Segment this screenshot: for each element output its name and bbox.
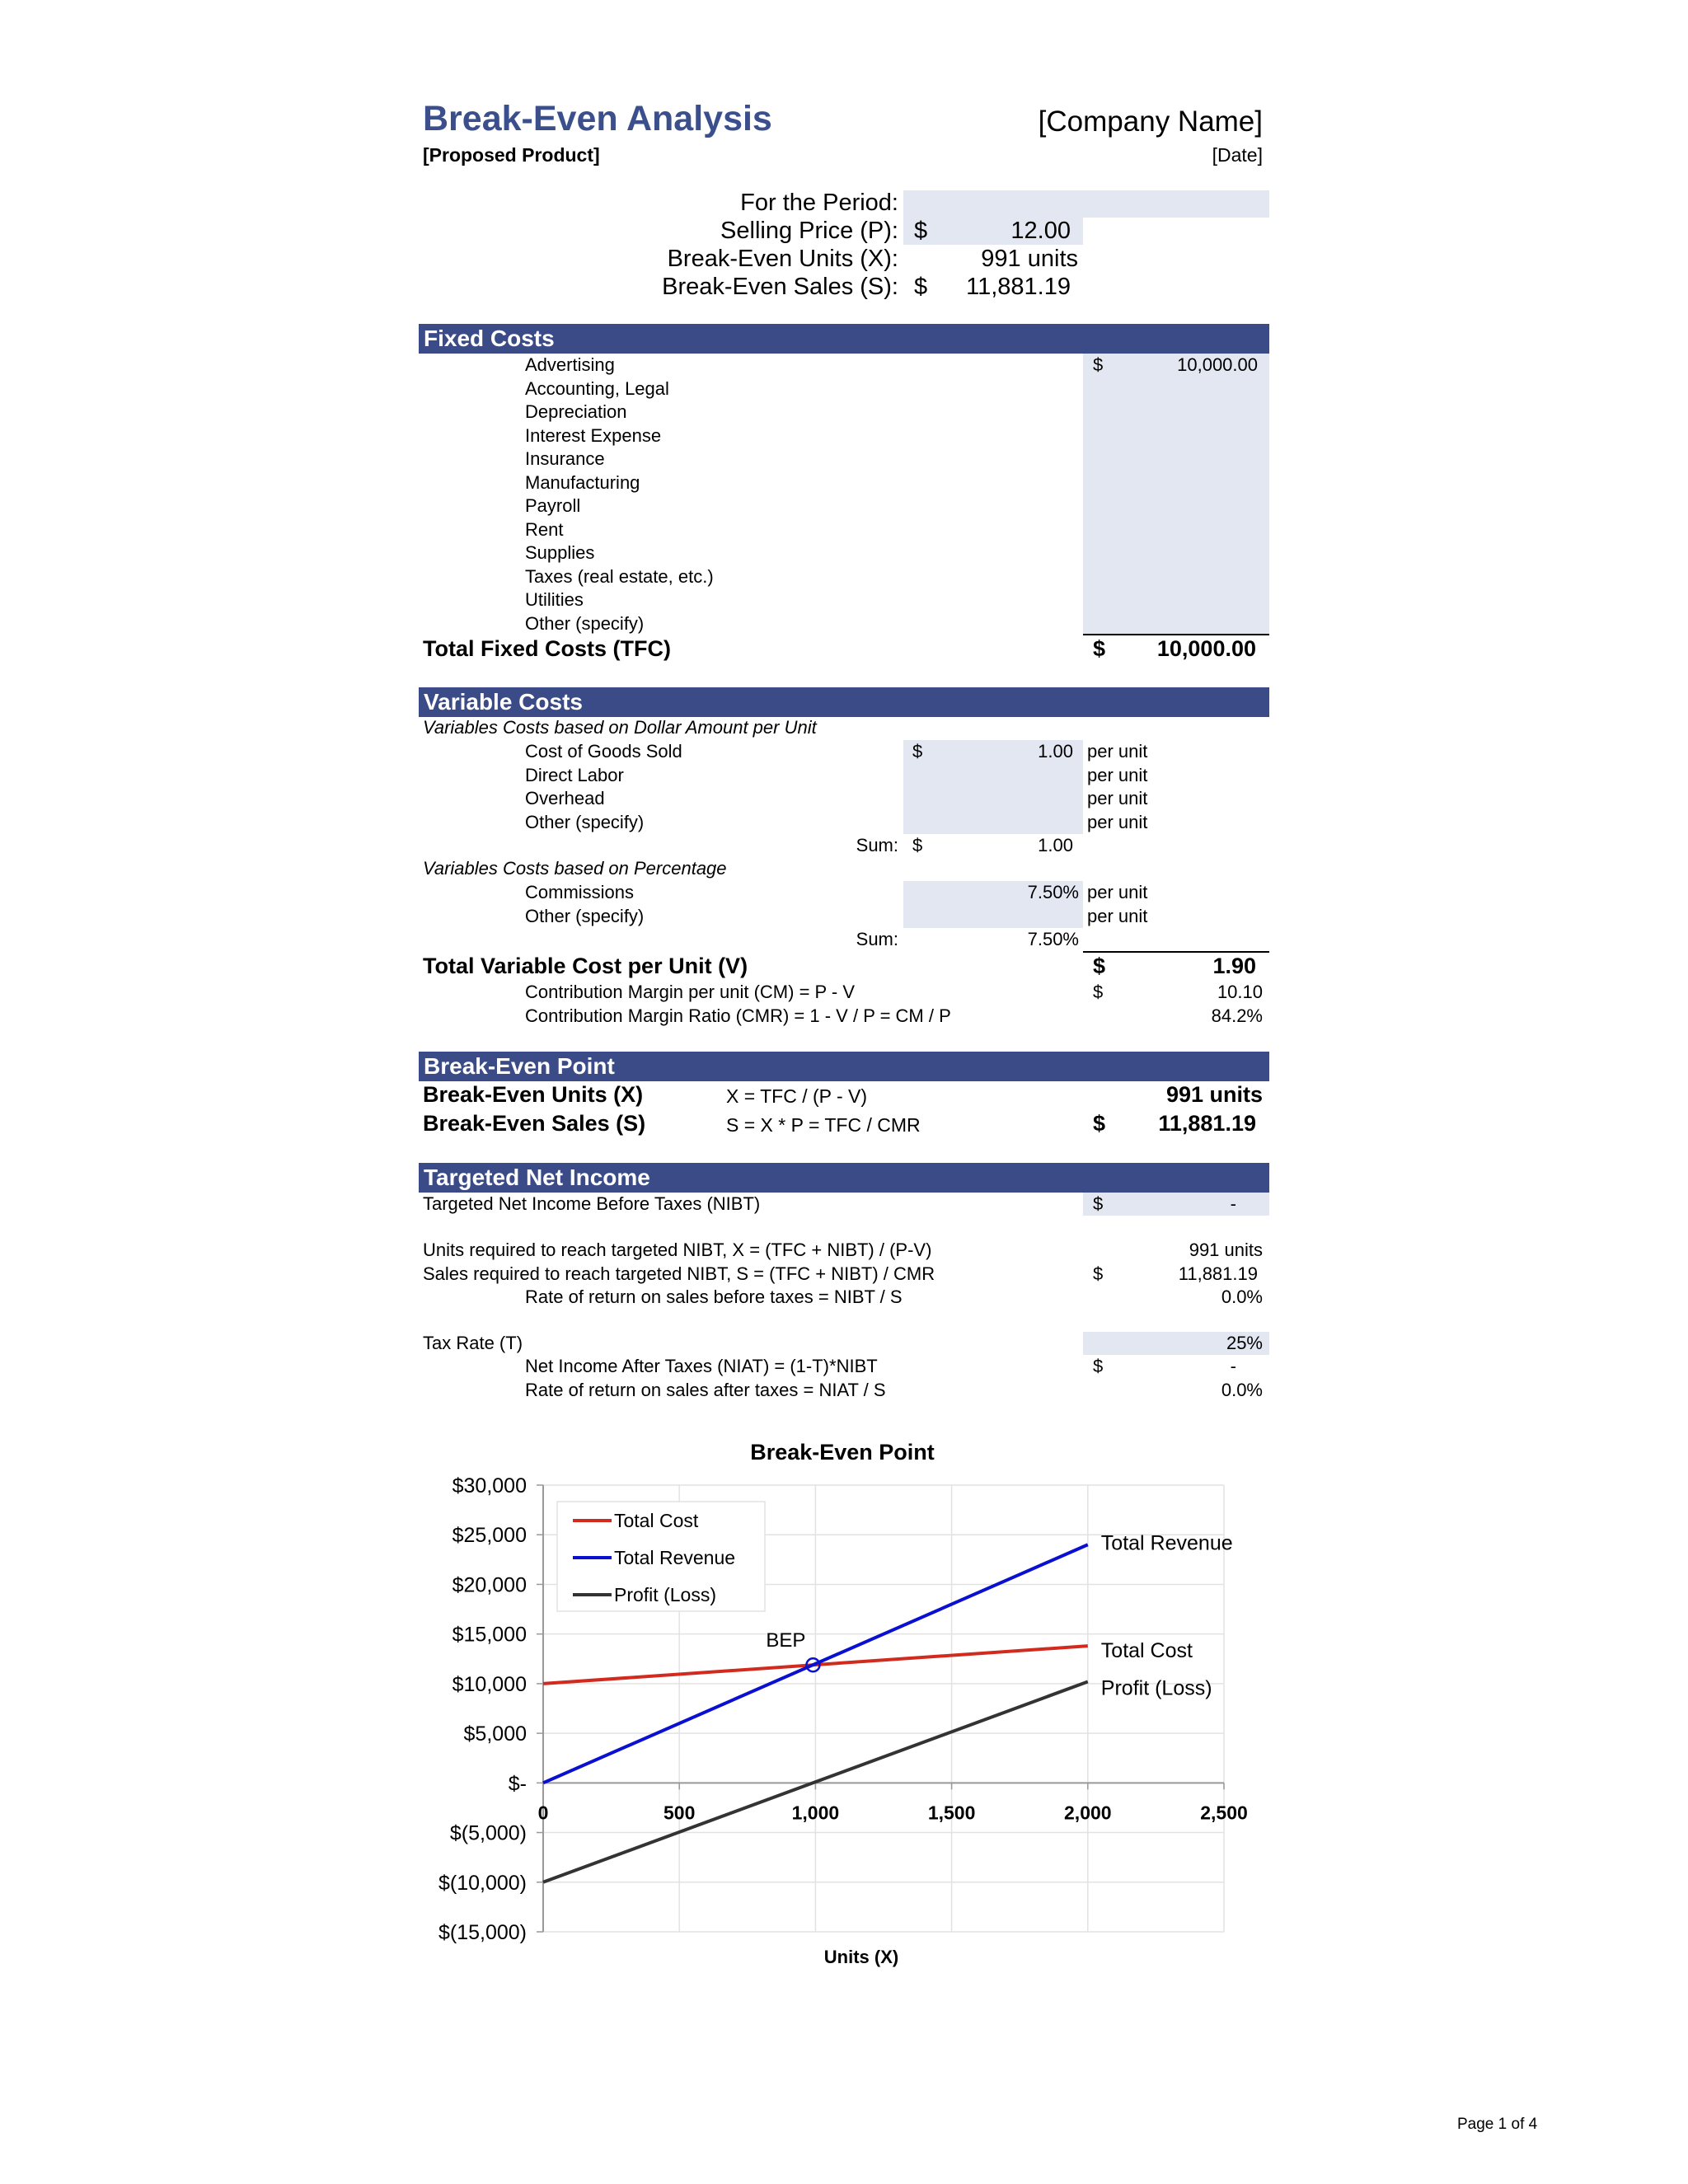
y-tick-label: $5,000	[463, 1722, 527, 1746]
bep-header: Break-Even Point	[419, 1052, 1269, 1081]
tax-rate-value: 25%	[1226, 1333, 1263, 1353]
y-tick-label: $15,000	[452, 1623, 527, 1647]
fixed-item: Rent	[525, 518, 564, 540]
fixed-item: Utilities	[525, 589, 584, 610]
fixed-item: Other (specify)	[525, 612, 645, 634]
legend-label: Profit (Loss)	[614, 1584, 716, 1605]
per-unit-label: per unit	[1087, 905, 1148, 926]
y-tick-label: $(5,000)	[449, 1821, 527, 1845]
y-tick-label: $20,000	[452, 1573, 527, 1597]
series-end-label: Total Revenue	[1100, 1531, 1233, 1555]
total-variable-value: 1.90	[1212, 954, 1256, 978]
cm-label: Contribution Margin per unit (CM) = P - V	[525, 982, 856, 1002]
page-number: Page 1 of 4	[1457, 2116, 1538, 2133]
bep-sales-value: 11,881.19	[1158, 1111, 1256, 1136]
variable-item: Other (specify)	[525, 905, 645, 926]
series-end-label: Profit (Loss)	[1100, 1676, 1212, 1700]
x-tick-label: 2,500	[1200, 1802, 1248, 1824]
be-units-value: 991 units	[981, 246, 1078, 272]
period-label: For the Period:	[740, 190, 898, 216]
be-units-label: Break-Even Units (X):	[667, 246, 898, 272]
company-name: [Company Name]	[1038, 105, 1263, 138]
be-sales-label: Break-Even Sales (S):	[662, 274, 898, 300]
nibt-currency: $	[1093, 1193, 1104, 1214]
total-fixed-value: 10,000.00	[1156, 636, 1256, 661]
bep-units-label: Break-Even Units (X)	[423, 1082, 644, 1107]
dollar-costs-caption: Variables Costs based on Dollar Amount per Unit	[423, 717, 817, 738]
bep-sales-label: Break-Even Sales (S)	[423, 1111, 646, 1136]
bep-label: BEP	[766, 1629, 806, 1652]
fixed-item: Accounting, Legal	[525, 377, 669, 399]
target-units-label: Units required to reach targeted NIBT, X = (TFC + NIBT) / (P-V)	[423, 1240, 932, 1260]
series-end-label: Total Cost	[1100, 1639, 1193, 1663]
per-unit-label: per unit	[1087, 882, 1148, 902]
total-fixed-currency: $	[1093, 636, 1106, 661]
legend-label: Total Revenue	[614, 1547, 736, 1568]
bep-units-formula: X = TFC / (P - V)	[726, 1085, 868, 1107]
y-tick-label: $30,000	[452, 1474, 527, 1497]
sum1-currency: $	[912, 835, 923, 855]
target-sales-value: 11,881.19	[1178, 1263, 1258, 1284]
niat-currency: $	[1093, 1356, 1104, 1376]
variable-item: Other (specify)	[525, 811, 645, 832]
total-fixed-label: Total Fixed Costs (TFC)	[423, 636, 671, 661]
fixed-item: Supplies	[525, 542, 595, 563]
variable-item: Direct Labor	[525, 764, 624, 785]
per-unit-label: per unit	[1087, 811, 1148, 832]
fixed-item: Depreciation	[525, 401, 627, 422]
bep-units-value: 991 units	[1165, 1082, 1263, 1107]
bep-sales-currency: $	[1093, 1111, 1106, 1136]
chart-labels	[438, 1474, 1248, 1944]
fixed-item: Interest Expense	[525, 424, 662, 446]
fixed-item: Insurance	[525, 448, 605, 469]
tax-rate-label: Tax Rate (T)	[423, 1333, 523, 1353]
fixed-item: Advertising	[525, 354, 615, 375]
x-tick-label: 2,000	[1064, 1802, 1112, 1824]
nibt-label: Targeted Net Income Before Taxes (NIBT)	[423, 1193, 761, 1214]
nibt-value: -	[1230, 1193, 1236, 1214]
x-tick-label: 0	[537, 1802, 549, 1824]
y-tick-label: $(15,000)	[438, 1921, 527, 1944]
variable-costs-header: Variable Costs	[419, 687, 1269, 717]
pct-costs-caption: Variables Costs based on Percentage	[423, 858, 727, 879]
y-tick-label: $10,000	[452, 1672, 527, 1696]
per-unit-label: per unit	[1087, 741, 1148, 762]
y-tick-label: $25,000	[452, 1524, 527, 1548]
x-tick-label: 1,000	[791, 1802, 840, 1824]
target-sales-label: Sales required to reach targeted NIBT, S = (TFC + NIBT) / CMR	[423, 1263, 935, 1284]
fixed-item: Manufacturing	[525, 471, 640, 493]
variable-item: Commissions	[525, 882, 635, 902]
per-unit-label: per unit	[1087, 788, 1148, 808]
bep-sales-formula: S = X * P = TFC / CMR	[726, 1114, 921, 1136]
commission-value: 7.50%	[1027, 882, 1079, 902]
target-sales-currency: $	[1093, 1263, 1104, 1284]
page-title: Break-Even Analysis	[423, 99, 772, 138]
cogs-value: 1.00	[1038, 741, 1073, 762]
target-units-value: 991 units	[1189, 1240, 1263, 1260]
selling-price-label: Selling Price (P):	[720, 218, 898, 244]
ror-after-label: Rate of return on sales after taxes = NIAT / S	[525, 1380, 886, 1400]
product-name: [Proposed Product]	[423, 144, 600, 166]
selling-price-currency: $	[914, 218, 928, 244]
target-income-header: Targeted Net Income	[419, 1163, 1269, 1193]
fixed-item: Payroll	[525, 495, 581, 516]
selling-price-value: 12.00	[1010, 218, 1071, 244]
advertising-value: 10,000.00	[1177, 354, 1258, 375]
cm-value: 10.10	[1217, 982, 1263, 1002]
cmr-value: 84.2%	[1211, 1005, 1263, 1026]
cm-currency: $	[1093, 982, 1104, 1002]
fixed-item: Taxes (real estate, etc.)	[525, 565, 714, 587]
legend-label: Total Cost	[614, 1510, 699, 1531]
be-sales-value: 11,881.19	[966, 274, 1071, 300]
chart-legend	[557, 1502, 765, 1611]
total-variable-currency: $	[1093, 954, 1106, 978]
date-field: [Date]	[1212, 144, 1263, 166]
niat-value: -	[1230, 1356, 1236, 1376]
sum1-label: Sum:	[856, 835, 898, 855]
x-axis-label: Units (X)	[823, 1947, 899, 1967]
sum1-value: 1.00	[1038, 835, 1073, 855]
ror-before-label: Rate of return on sales before taxes = NIBT / S	[525, 1286, 903, 1307]
x-tick-label: 500	[663, 1802, 696, 1824]
y-tick-label: $-	[508, 1772, 527, 1796]
ror-before-value: 0.0%	[1221, 1286, 1263, 1307]
ror-after-value: 0.0%	[1221, 1380, 1263, 1400]
cmr-label: Contribution Margin Ratio (CMR) = 1 - V / P = CM / P	[525, 1005, 951, 1026]
variable-item: Cost of Goods Sold	[525, 741, 682, 762]
x-tick-label: 1,500	[927, 1802, 976, 1824]
be-sales-currency: $	[914, 274, 928, 300]
total-variable-label: Total Variable Cost per Unit (V)	[423, 954, 748, 978]
niat-label: Net Income After Taxes (NIAT) = (1-T)*NIBT	[525, 1356, 878, 1376]
sum2-value: 7.50%	[1027, 929, 1079, 949]
y-tick-label: $(10,000)	[438, 1871, 527, 1895]
chart-title: Break-Even Point	[750, 1440, 935, 1465]
variable-item: Overhead	[525, 788, 605, 808]
per-unit-label: per unit	[1087, 764, 1148, 785]
sum2-label: Sum:	[856, 929, 898, 949]
advertising-currency: $	[1093, 354, 1104, 375]
cogs-currency: $	[912, 741, 923, 762]
fixed-costs-header: Fixed Costs	[419, 324, 1269, 354]
